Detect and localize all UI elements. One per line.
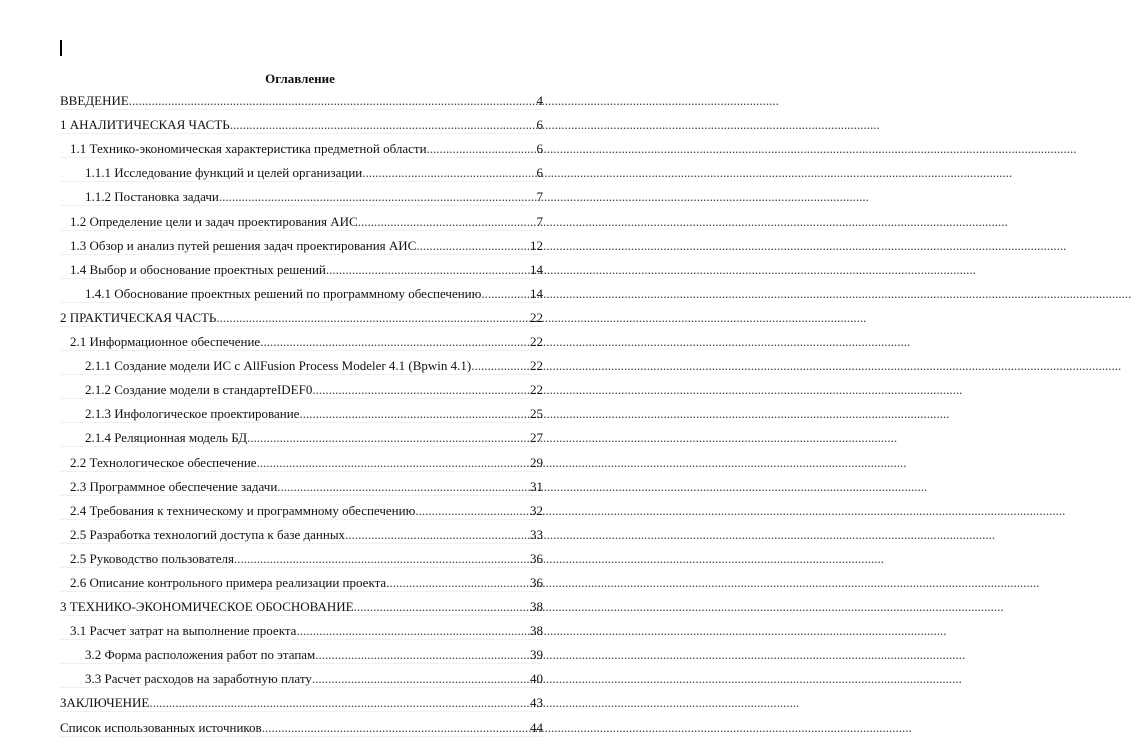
toc-entry-label: 2.1.4 Реляционная модель БД [85, 430, 248, 446]
toc-entry-label: 2 ПРАКТИЧЕСКАЯ ЧАСТЬ [60, 309, 217, 325]
toc-entry-page: 6 [536, 117, 543, 133]
toc-entry-label: 2.3 Программное обеспечение задачи [70, 478, 278, 494]
toc-entry-label: 1.1 Технико-экономическая характеристика предметной области [70, 141, 427, 157]
toc-dot-leader [345, 527, 528, 543]
toc-entry-label: 1.1.2 Постановка задачи [85, 189, 219, 205]
toc-entry[interactable] [60, 496, 543, 520]
toc-entry[interactable] [60, 255, 543, 279]
toc-entry[interactable] [60, 375, 543, 399]
toc-entry-page: 38 [530, 623, 543, 639]
toc-dot-leader [481, 286, 528, 302]
toc-dot-leader [216, 310, 528, 326]
toc-entry[interactable] [60, 520, 543, 544]
toc-dot-leader [262, 720, 528, 736]
toc-title: Оглавление [265, 71, 335, 86]
toc-entry-label: 2.6 Описание контрольного примера реализации проекта. [70, 574, 390, 590]
toc-entry-page: 6 [536, 165, 543, 181]
toc-dot-leader [129, 93, 535, 109]
toc-entry-label: 2.1.2 Создание модели в стандартеIDEF0 [85, 382, 313, 398]
table-of-contents [60, 86, 543, 737]
toc-entry[interactable] [60, 423, 543, 447]
toc-entry-label: 3.2 Форма расположения работ по этапам [85, 647, 316, 663]
toc-entry[interactable] [60, 327, 543, 351]
toc-dot-leader [296, 623, 528, 639]
toc-entry-label: 3 ТЕХНИКО-ЭКОНОМИЧЕСКОЕ ОБОСНОВАНИЕ [60, 599, 354, 615]
toc-entry-label: 3.1 Расчет затрат на выполнение проекта [70, 623, 297, 639]
toc-entry-label: 1.4 Выбор и обоснование проектных решений [70, 261, 326, 277]
toc-entry-label: 1.2 Определение цели и задач проектирования АИС [70, 213, 358, 229]
toc-entry-page: 4 [536, 93, 543, 109]
toc-entry[interactable] [60, 279, 543, 303]
toc-entry[interactable] [60, 110, 543, 134]
toc-entry[interactable] [60, 447, 543, 471]
toc-dot-leader [247, 430, 528, 446]
toc-dot-leader [362, 165, 534, 181]
toc-entry[interactable] [60, 664, 543, 688]
toc-dot-leader [312, 671, 528, 687]
toc-dot-leader [358, 214, 535, 230]
toc-entry-page: 14 [530, 285, 543, 301]
toc-entry[interactable] [60, 158, 543, 182]
toc-entry-label: 2.1.3 Инфологическое проектирование [85, 406, 300, 422]
toc-entry-label: 2.1 Информационное обеспечение [70, 334, 261, 350]
toc-dot-leader [219, 189, 535, 205]
toc-entry[interactable] [60, 182, 543, 206]
toc-dot-leader [471, 358, 528, 374]
toc-entry-page: 31 [530, 478, 543, 494]
toc-entry[interactable] [60, 568, 543, 592]
toc-entry-label: 2.5 Разработка технологий доступа к базе данных [70, 526, 346, 542]
toc-entry[interactable] [60, 206, 543, 230]
toc-entry-page: 44 [530, 719, 543, 735]
toc-dot-leader [299, 406, 528, 422]
toc-entry-label: 1.4.1 Обоснование проектных решений по программному обеспечению [85, 285, 482, 301]
toc-entry-label: 2.1.1 Создание модели ИС с AllFusion Process Modeler 4.1 (Bpwin 4.1) [85, 358, 472, 374]
toc-entry-label: 2.2 Технологическое обеспечение [70, 454, 257, 470]
toc-entry-label: Список использованных источников [60, 719, 262, 735]
toc-entry-page: 40 [530, 671, 543, 687]
toc-entry-label: 2.4 Требования к техническому и программному обеспечению [70, 502, 416, 518]
toc-dot-leader [315, 647, 528, 663]
toc-entry[interactable] [60, 86, 543, 110]
toc-entry-label: 2.5 Руководство пользователя [70, 550, 235, 566]
toc-dot-leader [230, 117, 535, 133]
toc-entry-page: 6 [536, 141, 543, 157]
toc-entry-page: 22 [530, 334, 543, 350]
toc-entry-page: 39 [530, 647, 543, 663]
toc-dot-leader [427, 141, 535, 157]
toc-dot-leader [416, 238, 528, 254]
toc-entry-page: 36 [530, 550, 543, 566]
toc-entry[interactable] [60, 472, 543, 496]
toc-entry-page: 7 [536, 189, 543, 205]
toc-entry[interactable] [60, 688, 543, 712]
toc-entry-label: 1.3 Обзор и анализ путей решения задач проектирования АИС [70, 237, 417, 253]
toc-entry-label: 1 АНАЛИТИЧЕСКАЯ ЧАСТЬ [60, 117, 230, 133]
toc-entry-label: ЗАКЛЮЧЕНИЕ [60, 695, 150, 711]
toc-entry-page: 25 [530, 406, 543, 422]
toc-entry-page: 12 [530, 237, 543, 253]
toc-dot-leader [234, 551, 528, 567]
toc-dot-leader [326, 262, 528, 278]
toc-entry-page: 22 [530, 382, 543, 398]
toc-entry-page: 43 [530, 695, 543, 711]
toc-entry[interactable] [60, 616, 543, 640]
toc-entry-label: 1.1.1 Исследование функций и целей организации [85, 165, 363, 181]
toc-entry-page: 33 [530, 526, 543, 542]
toc-entry-page: 38 [530, 599, 543, 615]
toc-dot-leader [257, 455, 528, 471]
toc-entry[interactable] [60, 544, 543, 568]
toc-entry-page: 27 [530, 430, 543, 446]
toc-entry[interactable] [60, 231, 543, 255]
text-cursor [60, 40, 62, 56]
toc-entry[interactable] [60, 134, 543, 158]
toc-entry[interactable] [60, 712, 543, 736]
toc-entry-page: 7 [536, 213, 543, 229]
toc-entry[interactable] [60, 640, 543, 664]
toc-entry-page: 32 [530, 502, 543, 518]
toc-dot-leader [312, 382, 528, 398]
toc-entry-page: 36 [530, 574, 543, 590]
toc-entry-page: 29 [530, 454, 543, 470]
toc-entry-page: 14 [530, 261, 543, 277]
toc-dot-leader [415, 503, 528, 519]
toc-dot-leader [260, 334, 528, 350]
toc-dot-leader [389, 575, 528, 591]
toc-entry[interactable] [60, 351, 543, 375]
toc-dot-leader [149, 695, 528, 711]
toc-dot-leader [354, 599, 528, 615]
toc-entry-label: 3.3 Расчет расходов на заработную плату [85, 671, 312, 687]
toc-entry-page: 22 [530, 358, 543, 374]
toc-entry[interactable] [60, 399, 543, 423]
toc-entry-page: 22 [530, 309, 543, 325]
toc-entry[interactable] [60, 592, 543, 616]
toc-entry-label: ВВЕДЕНИЕ [60, 93, 129, 109]
toc-entry[interactable] [60, 303, 543, 327]
toc-dot-leader [277, 479, 528, 495]
